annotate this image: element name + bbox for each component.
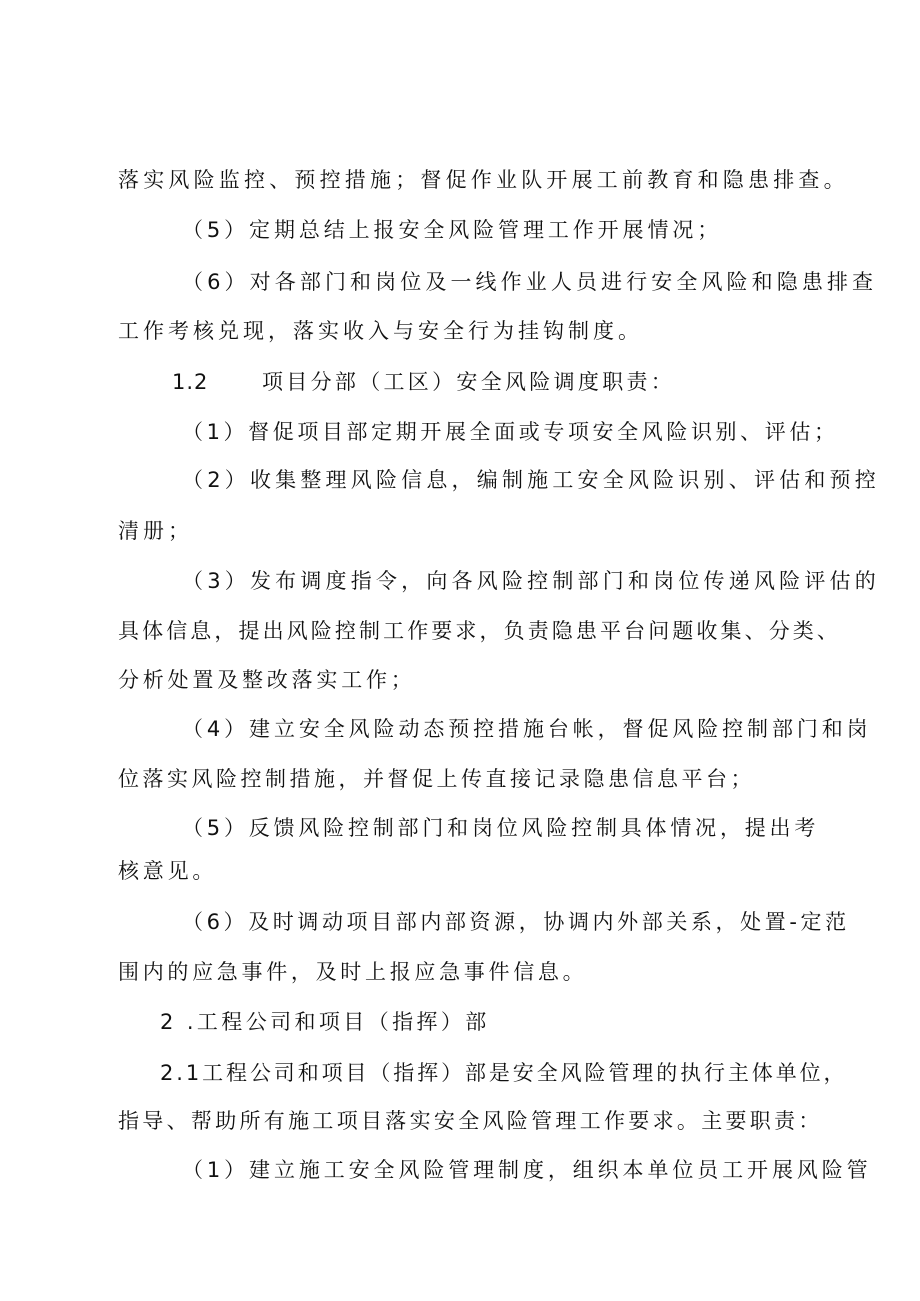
- text-line: （5）反馈风险控制部门和岗位风险控制具体情况，提出考: [182, 816, 820, 840]
- text-line: （5）定期总结上报安全风险管理工作开展情况；: [182, 218, 723, 242]
- text-line: 位落实风险控制措施，并督促上传直接记录隐患信息平台；: [118, 767, 755, 791]
- text-line: （1）督促项目部定期开展全面或专项安全风险识别、评估；: [182, 420, 839, 444]
- text-line: 指导、帮助所有施工项目落实安全风险管理工作要求。主要职责：: [118, 1109, 823, 1133]
- text-line: （4）建立安全风险动态预控措施台帐，督促风险控制部门和岗: [182, 717, 872, 741]
- section-heading: 2 .工程公司和项目（指挥）部: [160, 1010, 490, 1034]
- text-line: （3）发布调度指令，向各风险控制部门和岗位传递风险评估的: [182, 569, 880, 593]
- text-line: 核意见。: [118, 859, 218, 883]
- section-heading: 项目分部（工区）安全风险调度职责：: [262, 370, 676, 394]
- text-line: 工作考核兑现，落实收入与安全行为挂钩制度。: [118, 319, 643, 343]
- text-line: （6）对各部门和岗位及一线作业人员进行安全风险和隐患排查: [182, 270, 878, 294]
- text-line: （1）建立施工安全风险管理制度，组织本单位员工开展风险管: [182, 1158, 872, 1182]
- text-line: 分析处置及整改落实工作；: [118, 668, 416, 692]
- text-line: 2.1工程公司和项目（指挥）部是安全风险管理的执行主体单位，: [160, 1061, 848, 1085]
- text-line: （2）收集整理风险信息，编制施工安全风险识别、评估和预控: [182, 468, 880, 492]
- text-line: 围内的应急事件，及时上报应急事件信息。: [118, 960, 588, 984]
- text-line: （6）及时调动项目部内部资源，协调内外部关系，处置-定范: [182, 910, 850, 934]
- text-line: 具体信息，提出风险控制工作要求，负责隐患平台问题收集、分类、: [118, 619, 841, 643]
- text-line: 清册；: [118, 519, 193, 543]
- text-line: 落实风险监控、预控措施；督促作业队开展工前教育和隐患排查。: [118, 168, 849, 192]
- section-number: 1.2: [172, 370, 209, 394]
